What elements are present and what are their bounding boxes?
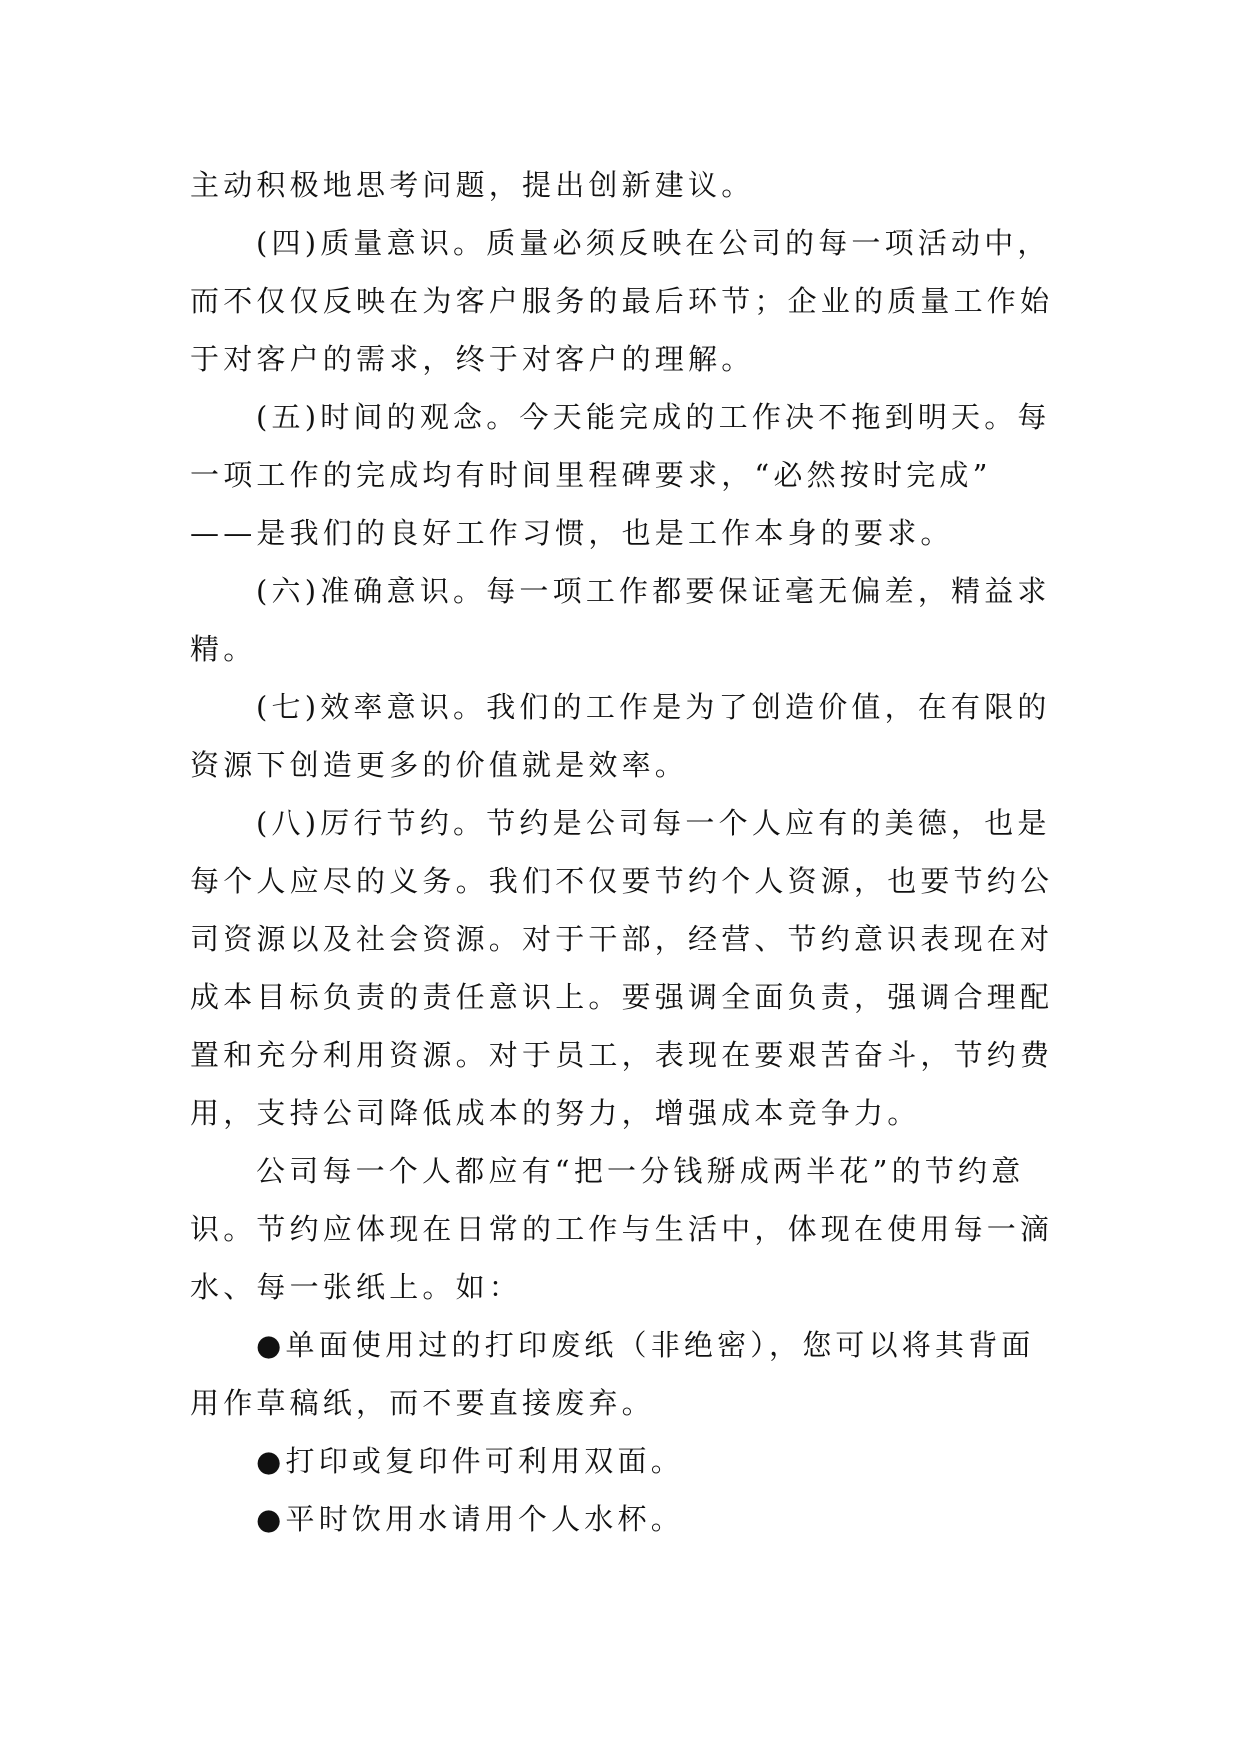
text-line: 精。 bbox=[190, 632, 257, 666]
paragraph-time-concept bbox=[190, 388, 1058, 562]
text-line: 水、每一张纸上。如： bbox=[190, 1270, 523, 1304]
bullet-item-personal-cup bbox=[190, 1490, 1058, 1548]
text-line: 用作草稿纸，而不要直接废弃。 bbox=[190, 1386, 655, 1420]
text-line: 司资源以及社会资源。对于干部，经营、节约意识表现在对 bbox=[190, 922, 1054, 956]
text-line: 每个人应尽的义务。我们不仅要节约个人资源，也要节约公 bbox=[190, 864, 1054, 898]
text-line: 置和充分利用资源。对于员工，表现在要艰苦奋斗，节约费 bbox=[190, 1038, 1054, 1072]
text-line: (六)准确意识。每一项工作都要保证毫无偏差，精益求 bbox=[256, 574, 1051, 608]
paragraph-practice-thrift bbox=[190, 794, 1058, 1142]
text-line: 一项工作的完成均有时间里程碑要求，“必然按时完成” bbox=[190, 458, 992, 492]
document-page bbox=[190, 156, 1058, 1548]
paragraph-thrift-awareness bbox=[190, 1142, 1058, 1316]
text-line: 而不仅仅反映在为客户服务的最后环节；企业的质量工作始 bbox=[190, 284, 1054, 318]
text-line: 于对客户的需求，终于对客户的理解。 bbox=[190, 342, 755, 376]
paragraph-accuracy-awareness bbox=[190, 562, 1058, 678]
text-line: (七)效率意识。我们的工作是为了创造价值，在有限的 bbox=[256, 690, 1051, 724]
text-line: ●平时饮用水请用个人水杯。 bbox=[256, 1502, 684, 1536]
paragraph-efficiency-awareness bbox=[190, 678, 1058, 794]
text-line: ●打印或复印件可利用双面。 bbox=[256, 1444, 684, 1478]
text-line: 成本目标负责的责任意识上。要强调全面负责，强调合理配 bbox=[190, 980, 1054, 1014]
text-line: (八)厉行节约。节约是公司每一个人应有的美德，也是 bbox=[256, 806, 1051, 840]
text-line: 用，支持公司降低成本的努力，增强成本竞争力。 bbox=[190, 1096, 921, 1130]
text-line: 公司每一个人都应有“把一分钱掰成两半花”的节约意 bbox=[256, 1154, 1025, 1188]
text-line: ●单面使用过的打印废纸（非绝密），您可以将其背面 bbox=[256, 1328, 1035, 1362]
text-line: ——是我们的良好工作习惯，也是工作本身的要求。 bbox=[190, 516, 954, 550]
text-line: (四)质量意识。质量必须反映在公司的每一项活动中， bbox=[256, 226, 1051, 260]
text-line: 主动积极地思考问题，提出创新建议。 bbox=[190, 168, 755, 202]
text-line: 资源下创造更多的价值就是效率。 bbox=[190, 748, 689, 782]
bullet-item-duplex-print bbox=[190, 1432, 1058, 1490]
paragraph-continuation bbox=[190, 156, 1058, 214]
text-line: (五)时间的观念。今天能完成的工作决不拖到明天。每 bbox=[256, 400, 1051, 434]
text-line: 识。节约应体现在日常的工作与生活中，体现在使用每一滴 bbox=[190, 1212, 1054, 1246]
bullet-item-reuse-paper bbox=[190, 1316, 1058, 1432]
paragraph-quality-awareness bbox=[190, 214, 1058, 388]
